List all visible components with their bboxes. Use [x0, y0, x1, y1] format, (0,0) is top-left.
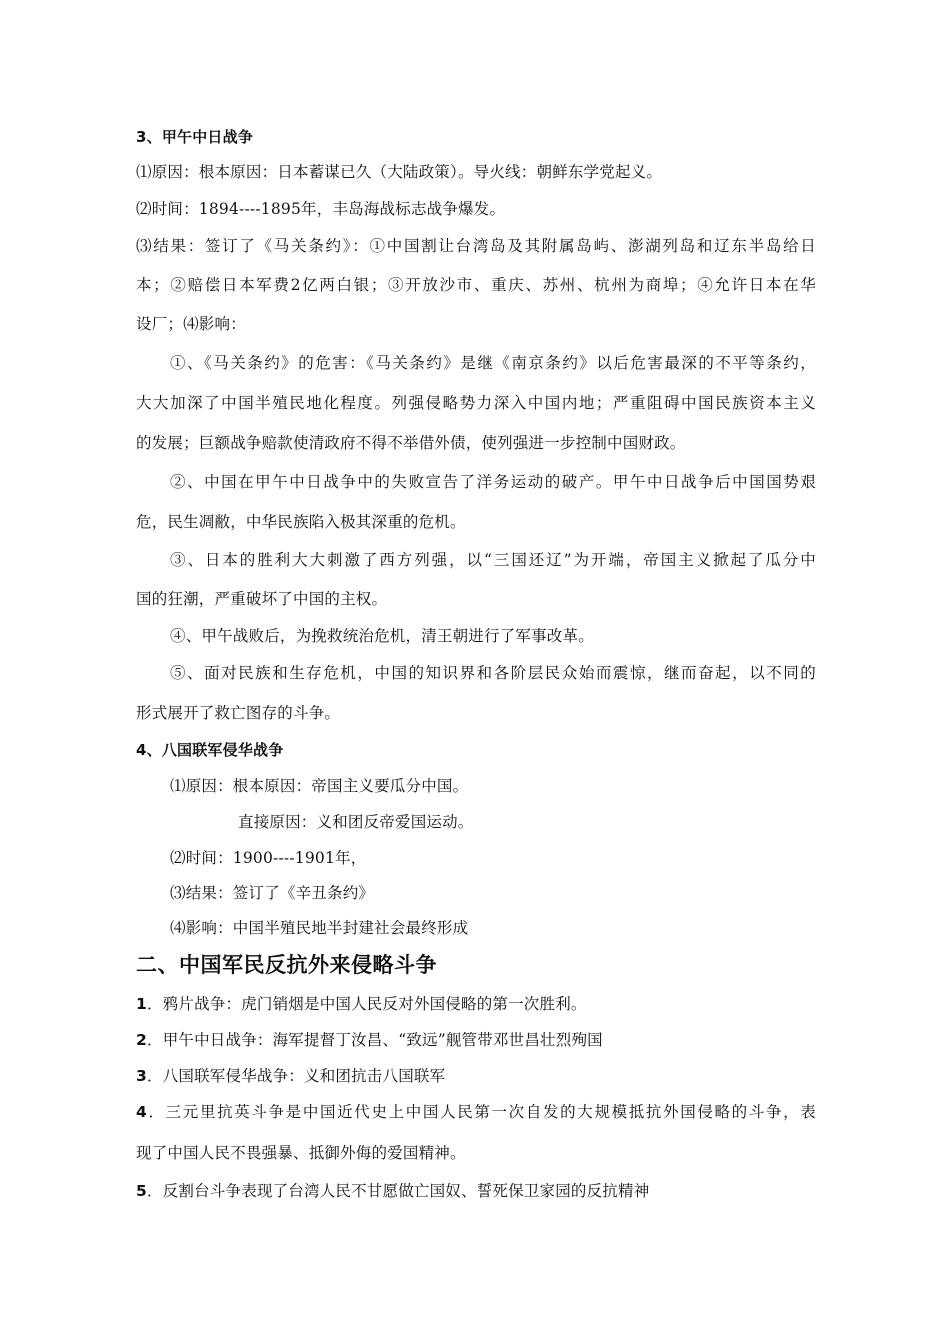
point-1-text: ．鸦片战争：虎门销烟是中国人民反对外国侵略的第一次胜利。	[147, 995, 587, 1013]
point-4-line-1	[136, 1101, 816, 1123]
section-4-result: ⑶结果：签订了《辛丑条约》	[170, 884, 375, 902]
point-4-line-2: 现了中国人民不畏强暴、抵御外侮的爱国精神。	[136, 1144, 466, 1162]
section-4-title: 4、八国联军侵华战争	[136, 741, 284, 759]
section-3-item-2-line-1: ②、中国在甲午中日战争中的失败宣告了洋务运动的破产。甲午中日战争后中国国势艰	[170, 473, 816, 491]
point-3-number: 3	[136, 1067, 147, 1085]
section-3-item-1-line-2: 大大加深了中国半殖民地化程度。列强侵略势力深入中国内地；严重阻碍中国民族资本主义	[136, 394, 816, 412]
point-5-text: ．反割台斗争表现了台湾人民不甘愿做亡国奴、誓死保卫家园的反抗精神	[147, 1182, 650, 1200]
section-3-title: 3、甲午中日战争	[136, 128, 254, 146]
section-3-item-3-line-1: ③、日本的胜利大大刺激了西方列强，以“三国还辽”为开端，帝国主义掀起了瓜分中	[170, 551, 816, 569]
point-3	[136, 1065, 445, 1087]
point-1	[136, 993, 587, 1015]
section-3-item-4: ④、甲午战败后，为挽救统治危机，清王朝进行了军事改革。	[170, 627, 594, 645]
section-4-cause: ⑴原因：根本原因：帝国主义要瓜分中国。	[170, 777, 469, 795]
point-4-text-1: ．三元里抗英斗争是中国近代史上中国人民第一次自发的大规模抵抗外国侵略的斗争，表	[147, 1103, 816, 1121]
section-3-item-5-line-1: ⑤、面对民族和生存危机，中国的知识界和各阶层民众始而震惊，继而奋起，以不同的	[170, 664, 816, 682]
section-3-time: ⑵时间：1894----1895年，丰岛海战标志战争爆发。	[136, 200, 506, 218]
point-4-number: 4	[136, 1103, 147, 1121]
section-4-effect: ⑷影响：中国半殖民地半封建社会最终形成	[170, 919, 469, 937]
point-2-number: 2	[136, 1031, 147, 1049]
section-3-result-line-2: 本；②赔偿日本军费2亿两白银；③开放沙市、重庆、苏州、杭州为商埠；④允许日本在华	[136, 276, 816, 294]
section-3-cause: ⑴原因：根本原因：日本蓄谋已久（大陆政策）。导火线：朝鲜东学党起义。	[136, 163, 663, 181]
section-3-item-1-line-3: 的发展；巨额战争赔款使清政府不得不举借外债，使列强进一步控制中国财政。	[136, 434, 686, 452]
section-3-item-5-line-2: 形式展开了救亡图存的斗争。	[136, 704, 341, 722]
point-3-text: ．八国联军侵华战争：义和团抗击八国联军	[147, 1067, 446, 1085]
section-3-item-3-line-2: 国的狂潮，严重破坏了中国的主权。	[136, 590, 388, 608]
section-4-time: ⑵时间：1900----1901年，	[170, 849, 367, 867]
section-3-result-line-3: 设厂；⑷影响：	[136, 315, 246, 333]
point-2-text: ．甲午中日战争：海军提督丁汝昌、“致远”舰管带邓世昌壮烈殉国	[147, 1031, 603, 1049]
heading-2: 二、中国军民反抗外来侵略斗争	[136, 953, 437, 977]
point-5-number: 5	[136, 1182, 147, 1200]
section-3-result-line-1: ⑶结果：签订了《马关条约》：①中国割让台湾岛及其附属岛屿、澎湖列岛和辽东半岛给日	[136, 237, 816, 255]
section-3-item-1-line-1: ①、《马关条约》的危害：《马关条约》是继《南京条约》以后危害最深的不平等条约，	[170, 354, 816, 372]
section-4-direct-cause: 直接原因：义和团反帝爱国运动。	[238, 813, 474, 831]
point-1-number: 1	[136, 995, 147, 1013]
section-3-item-2-line-2: 危，民生凋敝，中华民族陷入极其深重的危机。	[136, 513, 466, 531]
point-2	[136, 1029, 603, 1051]
point-5	[136, 1180, 649, 1202]
